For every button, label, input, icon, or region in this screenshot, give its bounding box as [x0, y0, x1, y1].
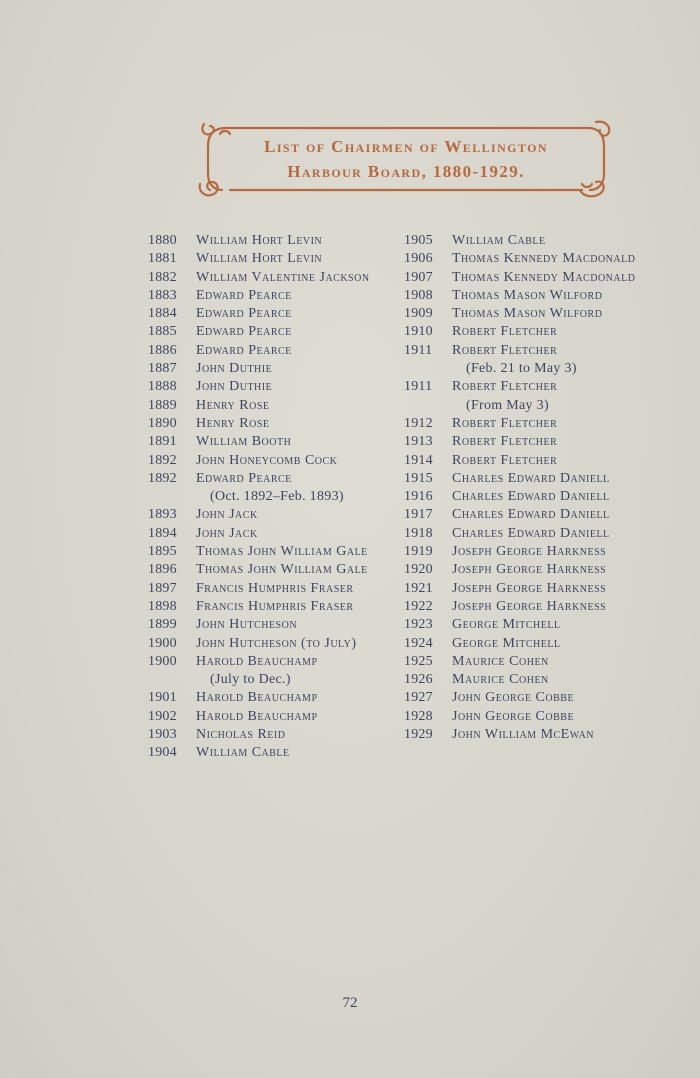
entry-name: Charles Edward Daniell	[452, 470, 610, 486]
list-item	[148, 305, 400, 323]
entry-year: 1894	[148, 525, 177, 541]
list-item	[404, 616, 664, 634]
entry-name: Harold Beauchamp	[196, 690, 318, 706]
entry-name-wrap	[196, 543, 368, 561]
entry-name-wrap	[452, 689, 574, 707]
entry-name: John George Cobbe	[452, 690, 575, 706]
entry-name-wrap	[452, 506, 610, 524]
entry-name-wrap	[196, 232, 322, 250]
entry-year: 1919	[404, 544, 433, 560]
entry-name: Thomas Kennedy Macdonald	[452, 251, 636, 267]
entry-name: Joseph George Harkness	[452, 544, 607, 560]
entry-year: 1917	[404, 507, 433, 523]
entry-name-wrap	[452, 708, 574, 726]
entry-name-wrap	[196, 397, 270, 415]
entry-name-wrap	[196, 726, 285, 744]
list-item	[404, 232, 664, 250]
entry-year: 1925	[404, 653, 433, 669]
entry-name: Thomas Mason Wilford	[452, 306, 603, 322]
list-item	[148, 415, 400, 433]
list-item	[148, 433, 400, 451]
list-item	[404, 250, 664, 268]
list-item	[404, 525, 664, 543]
list-item	[148, 635, 400, 653]
list-item	[404, 433, 664, 451]
entry-name: Edward Pearce	[196, 287, 292, 303]
list-item	[148, 452, 400, 470]
entry-year: 1915	[404, 470, 433, 486]
entry-name: Edward Pearce	[196, 324, 292, 340]
entry-name-wrap	[196, 342, 292, 360]
entry-name-wrap	[452, 635, 561, 653]
entry-name-wrap	[196, 269, 370, 287]
entry-name-wrap	[196, 561, 368, 579]
entry-year: 1909	[404, 306, 433, 322]
entry-name: William Hort Levin	[196, 233, 323, 248]
entry-name-wrap	[196, 378, 272, 396]
entry-name-wrap	[452, 671, 549, 689]
entry-year: 1907	[404, 269, 433, 285]
entry-name: William Cable	[452, 233, 546, 248]
entry-name-wrap	[452, 287, 602, 305]
entry-name-wrap	[452, 232, 546, 250]
entry-year: 1880	[148, 233, 177, 248]
list-item	[404, 415, 664, 433]
entry-year: 1911	[404, 379, 433, 395]
entry-name: Edward Pearce	[196, 470, 292, 486]
list-item	[148, 269, 400, 287]
entry-year: 1902	[148, 708, 177, 724]
entry-name-wrap	[452, 250, 635, 268]
entry-name: Nicholas Reid	[196, 727, 286, 743]
entry-year: 1900	[148, 653, 177, 669]
list-item	[404, 506, 664, 524]
entry-name-wrap	[452, 726, 594, 744]
list-item	[148, 397, 400, 415]
entry-name-wrap	[196, 653, 318, 690]
entry-year: 1928	[404, 708, 433, 724]
entry-name-wrap	[452, 488, 610, 506]
entry-year: 1918	[404, 525, 433, 541]
entry-name-wrap	[452, 616, 561, 634]
page-number: 72	[342, 995, 358, 1011]
entry-name-wrap	[196, 323, 292, 341]
entry-year: 1922	[404, 598, 433, 614]
entry-year: 1889	[148, 397, 177, 413]
entry-year: 1886	[148, 342, 177, 358]
entry-year: 1887	[148, 361, 177, 377]
entry-name-wrap	[452, 342, 577, 379]
entry-name-wrap	[196, 525, 258, 543]
entry-name-wrap	[196, 415, 270, 433]
entry-year: 1916	[404, 489, 433, 505]
entry-name: Charles Edward Daniell	[452, 507, 610, 523]
entry-name: Joseph George Harkness	[452, 562, 607, 578]
entry-name: Charles Edward Daniell	[452, 525, 610, 541]
entry-year: 1891	[148, 434, 177, 450]
entry-name-wrap	[452, 598, 606, 616]
entry-year: 1882	[148, 269, 177, 285]
list-item	[404, 580, 664, 598]
entry-name-wrap	[452, 580, 606, 598]
entry-name: William Booth	[196, 434, 292, 450]
entry-name: Robert Fletcher	[452, 342, 558, 358]
list-item	[148, 323, 400, 341]
entry-name: Francis Humphris Fraser	[196, 580, 354, 596]
entry-year: 1899	[148, 617, 177, 633]
entry-name-wrap	[452, 470, 610, 488]
list-item	[148, 580, 400, 598]
list-item	[148, 525, 400, 543]
entry-name-wrap	[452, 323, 557, 341]
list-item	[148, 250, 400, 268]
entry-name-wrap	[452, 433, 557, 451]
list-item	[404, 689, 664, 707]
list-item	[404, 378, 664, 415]
entry-year: 1912	[404, 415, 433, 431]
entry-name: Robert Fletcher	[452, 415, 558, 431]
entry-year: 1885	[148, 324, 177, 340]
entry-name: Thomas Kennedy Macdonald	[452, 269, 636, 285]
entry-name-wrap	[452, 561, 606, 579]
entry-name: Robert Fletcher	[452, 434, 558, 450]
entry-name: William Cable	[196, 745, 290, 761]
entry-name: John Duthie	[196, 361, 273, 377]
entry-name-wrap	[196, 744, 290, 762]
entry-name: George Mitchell	[452, 617, 561, 633]
entry-year: 1892	[148, 452, 177, 468]
entry-year: 1908	[404, 287, 433, 303]
entry-year: 1924	[404, 635, 433, 651]
list-item	[404, 488, 664, 506]
entry-name: Harold Beauchamp	[196, 653, 318, 669]
list-item	[148, 378, 400, 396]
list-item	[148, 616, 400, 634]
entry-year: 1927	[404, 690, 433, 706]
entry-name: Edward Pearce	[196, 306, 292, 322]
list-item	[148, 689, 400, 707]
entry-name-wrap	[196, 635, 357, 653]
entry-note: (Feb. 21 to May 3)	[466, 361, 577, 377]
entry-name: John William McEwan	[452, 727, 595, 743]
list-item	[404, 726, 664, 744]
entry-year: 1901	[148, 690, 177, 706]
list-item	[148, 561, 400, 579]
entry-year: 1906	[404, 251, 433, 267]
entry-year: 1903	[148, 727, 177, 743]
entry-year: 1898	[148, 598, 177, 614]
entry-year: 1888	[148, 379, 177, 395]
list-item	[404, 305, 664, 323]
entry-name-wrap	[196, 250, 322, 268]
entry-year: 1921	[404, 580, 433, 596]
entry-name-wrap	[196, 360, 272, 378]
list-item	[148, 653, 400, 690]
entry-year: 1892	[148, 470, 177, 486]
list-item	[148, 708, 400, 726]
entry-year: 1905	[404, 233, 433, 248]
entry-name: Henry Rose	[196, 397, 270, 413]
entry-year: 1881	[148, 251, 177, 267]
entry-note: (July to Dec.)	[210, 672, 291, 688]
entry-name-wrap	[452, 378, 557, 415]
entry-note: (From May 3)	[466, 397, 549, 413]
entry-year: 1911	[404, 342, 433, 358]
title-cartouche	[196, 118, 616, 198]
entry-name-wrap	[196, 433, 291, 451]
list-item	[148, 598, 400, 616]
entry-name: John Jack	[196, 507, 258, 523]
entry-name-wrap	[196, 616, 297, 634]
entry-name: William Valentine Jackson	[196, 269, 370, 285]
entry-year: 1904	[148, 745, 177, 761]
page-title	[196, 136, 616, 183]
entry-name: Edward Pearce	[196, 342, 292, 358]
entry-name-wrap	[452, 415, 557, 433]
entry-year: 1923	[404, 617, 433, 633]
entry-name: Maurice Cohen	[452, 672, 549, 688]
entry-name-wrap	[196, 580, 354, 598]
list-item	[404, 470, 664, 488]
entry-name: John Hutcheson (to July)	[196, 635, 357, 651]
list-item	[404, 635, 664, 653]
list-item	[404, 653, 664, 671]
entry-year: 1883	[148, 287, 177, 303]
entry-note: (Oct. 1892–Feb. 1893)	[210, 489, 344, 505]
entry-name: John Hutcheson	[196, 617, 298, 633]
entry-name: Thomas John William Gale	[196, 544, 368, 560]
entry-year: 1896	[148, 562, 177, 578]
list-item	[404, 598, 664, 616]
entry-name: William Hort Levin	[196, 251, 323, 267]
entry-year: 1926	[404, 672, 433, 688]
list-item	[404, 269, 664, 287]
list-item	[148, 360, 400, 378]
entry-name-wrap	[452, 452, 557, 470]
entry-year: 1913	[404, 434, 433, 450]
entry-name: Harold Beauchamp	[196, 708, 318, 724]
entry-name: Joseph George Harkness	[452, 580, 607, 596]
entry-name: Robert Fletcher	[452, 324, 558, 340]
list-item	[148, 726, 400, 744]
entry-name: John George Cobbe	[452, 708, 575, 724]
entry-name-wrap	[452, 653, 549, 671]
entry-name-wrap	[452, 269, 635, 287]
entry-name: John Jack	[196, 525, 258, 541]
entry-name: Henry Rose	[196, 415, 270, 431]
entry-name-wrap	[196, 470, 344, 507]
left-column-list	[148, 232, 400, 763]
entry-name-wrap	[196, 506, 258, 524]
entry-year: 1920	[404, 562, 433, 578]
entry-year: 1900	[148, 635, 177, 651]
entry-year: 1929	[404, 727, 433, 743]
list-item	[404, 287, 664, 305]
entry-name-wrap	[196, 452, 337, 470]
entry-name-wrap	[196, 598, 354, 616]
title-line-1: List of Chairmen of Wellington	[264, 137, 548, 156]
entry-name-wrap	[196, 287, 292, 305]
entry-name-wrap	[196, 708, 318, 726]
entry-name: Thomas John William Gale	[196, 562, 368, 578]
list-item	[148, 342, 400, 360]
entry-year: 1890	[148, 415, 177, 431]
right-column-list	[404, 232, 664, 744]
entry-year: 1897	[148, 580, 177, 596]
entry-year: 1914	[404, 452, 433, 468]
entry-name: John Honeycomb Cock	[196, 452, 338, 468]
entry-year: 1895	[148, 544, 177, 560]
entry-name: Francis Humphris Fraser	[196, 598, 354, 614]
list-item	[148, 543, 400, 561]
list-item	[404, 671, 664, 689]
entry-name-wrap	[196, 305, 292, 323]
entry-name: Robert Fletcher	[452, 452, 558, 468]
entry-name: John Duthie	[196, 379, 273, 395]
list-item	[404, 323, 664, 341]
entry-name: Joseph George Harkness	[452, 598, 607, 614]
list-item	[404, 342, 664, 379]
list-item	[148, 232, 400, 250]
list-item	[148, 744, 400, 762]
entry-name-wrap	[452, 525, 610, 543]
list-item	[404, 452, 664, 470]
entry-name-wrap	[452, 543, 606, 561]
list-item	[404, 543, 664, 561]
list-item	[404, 561, 664, 579]
list-item	[404, 708, 664, 726]
entry-name: George Mitchell	[452, 635, 561, 651]
list-item	[148, 506, 400, 524]
list-item	[148, 470, 400, 507]
list-item	[148, 287, 400, 305]
entry-name: Maurice Cohen	[452, 653, 549, 669]
entry-year: 1884	[148, 306, 177, 322]
entry-year: 1910	[404, 324, 433, 340]
entry-name: Robert Fletcher	[452, 379, 558, 395]
entry-year: 1893	[148, 507, 177, 523]
entry-name-wrap	[196, 689, 318, 707]
entry-name: Charles Edward Daniell	[452, 489, 610, 505]
entry-name-wrap	[452, 305, 602, 323]
title-line-2: Harbour Board, 1880-1929.	[287, 162, 525, 181]
entry-name: Thomas Mason Wilford	[452, 287, 603, 303]
